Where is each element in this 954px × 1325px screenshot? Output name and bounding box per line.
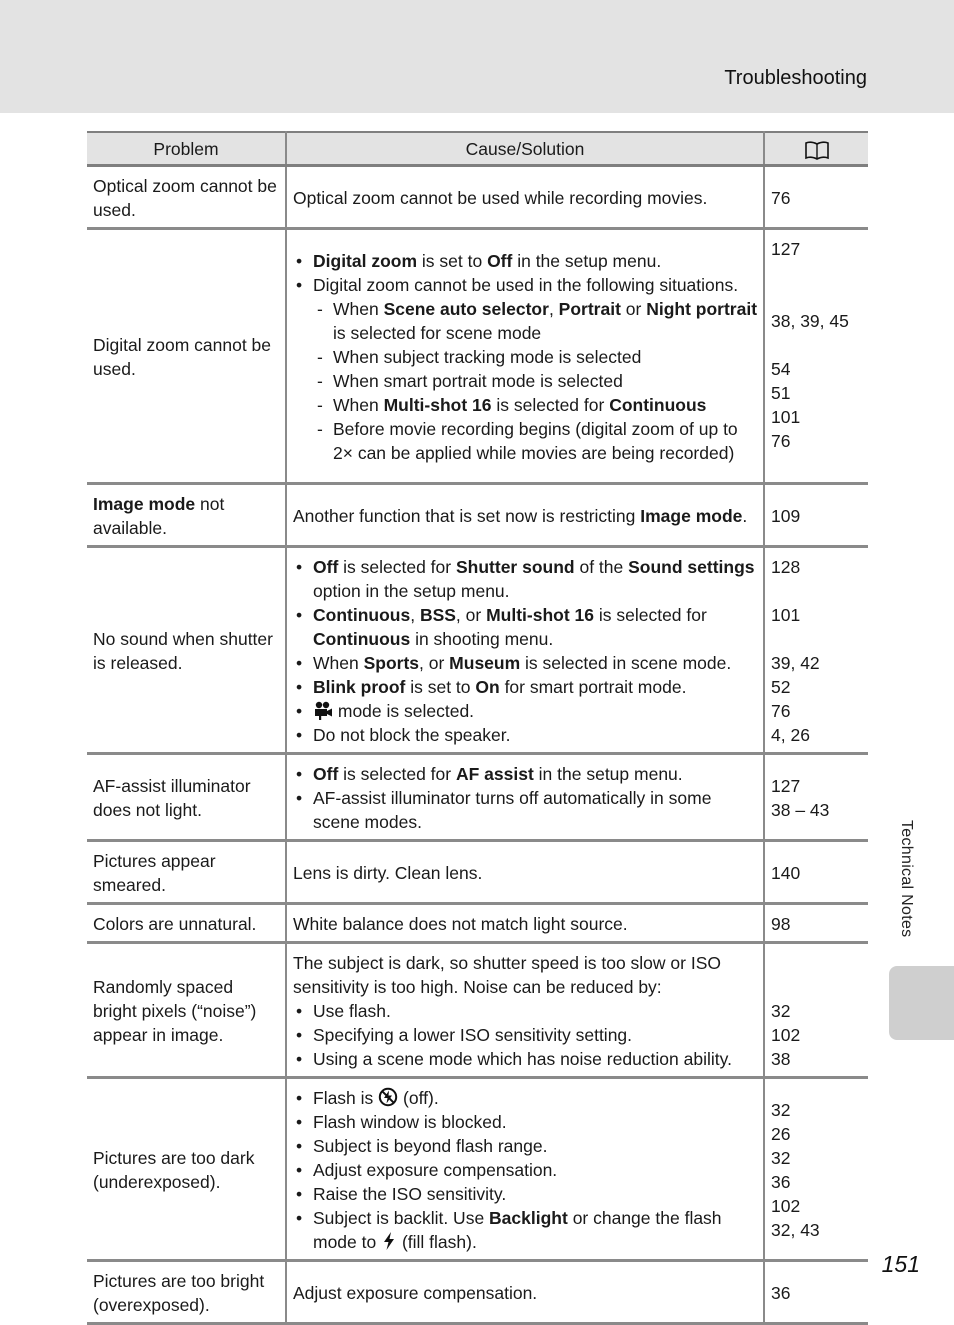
reference-cell: 109 [764,484,868,547]
cause-cell [286,754,764,841]
cause-cell [286,943,764,1078]
cause-cell [286,229,764,484]
reference-cell: 32 102 38 [764,943,868,1078]
column-header-reference [764,132,868,166]
movie-camera-icon [313,700,333,720]
list-item: • Flash window is blocked. [293,1110,758,1134]
problem-cell: Randomly spaced bright pixels (“noise”) appear in image. [87,943,286,1078]
table-row [87,943,868,1078]
list-item: • Subject is beyond flash range. [293,1134,758,1158]
table-row [87,1078,868,1261]
table-row [87,754,868,841]
problem-cell: Colors are unnatural. [87,904,286,943]
list-item: • mode is selected. [293,699,758,723]
section-title: Troubleshooting [724,67,867,89]
list-item: • Adjust exposure compensation. [293,1158,758,1182]
list-item: • Continuous, BSS, or Multi-shot 16 is selected for Continuous in shooting menu. [293,603,758,651]
column-header-problem: Problem [87,132,286,166]
problem-cell: AF-assist illuminator does not light. [87,754,286,841]
sub-list-item: - When Scene auto selector, Portrait or Night portrait is selected for scene mode [313,297,758,345]
flash-fill-icon [381,1231,397,1251]
list-item: • When Sports, or Museum is selected in scene mode. [293,651,758,675]
list-item: • Off is selected for Shutter sound of the Sound settings option in the setup menu. [293,555,758,603]
flash-off-icon [378,1087,398,1107]
list-item: • Specifying a lower ISO sensitivity setting. [293,1023,758,1047]
list-item: • Flash is (off). [293,1086,758,1110]
reference-cell: 32 26 32 36 102 32, 43 [764,1078,868,1261]
header-band [0,0,954,113]
cause-cell [286,547,764,754]
troubleshooting-table [87,131,868,1325]
sub-list-item: - When subject tracking mode is selected [313,345,758,369]
reference-cell: 128 101 39, 42 52 76 4, 26 [764,547,868,754]
problem-cell: Pictures are too dark (underexposed). [87,1078,286,1261]
cause-cell [286,1078,764,1261]
list-item: • Blink proof is set to On for smart portrait mode. [293,675,758,699]
column-header-cause: Cause/Solution [286,132,764,166]
reference-cell: 76 [764,166,868,229]
page-number: 151 [881,1251,920,1277]
cause-cell: Adjust exposure compensation. [286,1261,764,1324]
list-item: • Raise the ISO sensitivity. [293,1182,758,1206]
reference-cell: 36 [764,1261,868,1324]
table-row [87,841,868,904]
problem-cell: Pictures appear smeared. [87,841,286,904]
sub-list-item: - Before movie recording begins (digital zoom of up to 2× can be applied while movies are being recorded) [313,417,758,465]
book-icon [805,140,829,160]
table-row [87,229,868,484]
cause-cell: Another function that is set now is restricting Image mode. [286,484,764,547]
cause-cell: White balance does not match light source. [286,904,764,943]
table-row [87,904,868,943]
cause-intro: The subject is dark, so shutter speed is too slow or ISO sensitivity is too high. Noise can be reduced by: [293,953,721,997]
reference-cell: 127 38, 39, 45 54 51 101 76 [764,229,868,484]
side-section-tab [889,966,954,1040]
list-item: • Off is selected for AF assist in the setup menu. [293,762,758,786]
table-row [87,166,868,229]
reference-cell: 98 [764,904,868,943]
reference-cell: 140 [764,841,868,904]
side-section-label: Technical Notes [898,820,915,938]
reference-cell: 127 38 – 43 [764,754,868,841]
problem-cell: Digital zoom cannot be used. [87,229,286,484]
table-row [87,547,868,754]
list-item: • AF-assist illuminator turns off automatically in some scene modes. [293,786,758,834]
list-item: • Digital zoom cannot be used in the following situations. - When Scene auto selector, Portrait or Night portrait is selected for scene mode - When subject tracking mode is selected - When smart portrait mode is selected - When Multi-shot 16 is selected for Continuous - Before movie recording begins (digital zoom of up to 2× can be applied while movies are being recorded) [293,273,758,465]
problem-cell: No sound when shutter is released. [87,547,286,754]
sub-list-item: - When Multi-shot 16 is selected for Continuous [313,393,758,417]
cause-cell: Lens is dirty. Clean lens. [286,841,764,904]
table-header-row [87,132,868,166]
problem-cell: Pictures are too bright (overexposed). [87,1261,286,1324]
cause-cell: Optical zoom cannot be used while recording movies. [286,166,764,229]
list-item: • Use flash. [293,999,758,1023]
list-item: • Digital zoom is set to Off in the setup menu. [293,249,758,273]
sub-list-item: - When smart portrait mode is selected [313,369,758,393]
table-row [87,1261,868,1324]
table-row [87,484,868,547]
list-item: • Using a scene mode which has noise reduction ability. [293,1047,758,1071]
list-item: • Do not block the speaker. [293,723,758,747]
problem-cell: Optical zoom cannot be used. [87,166,286,229]
list-item: • Subject is backlit. Use Backlight or change the flash mode to (fill flash). [293,1206,758,1254]
problem-cell: Image mode not available. [87,484,286,547]
